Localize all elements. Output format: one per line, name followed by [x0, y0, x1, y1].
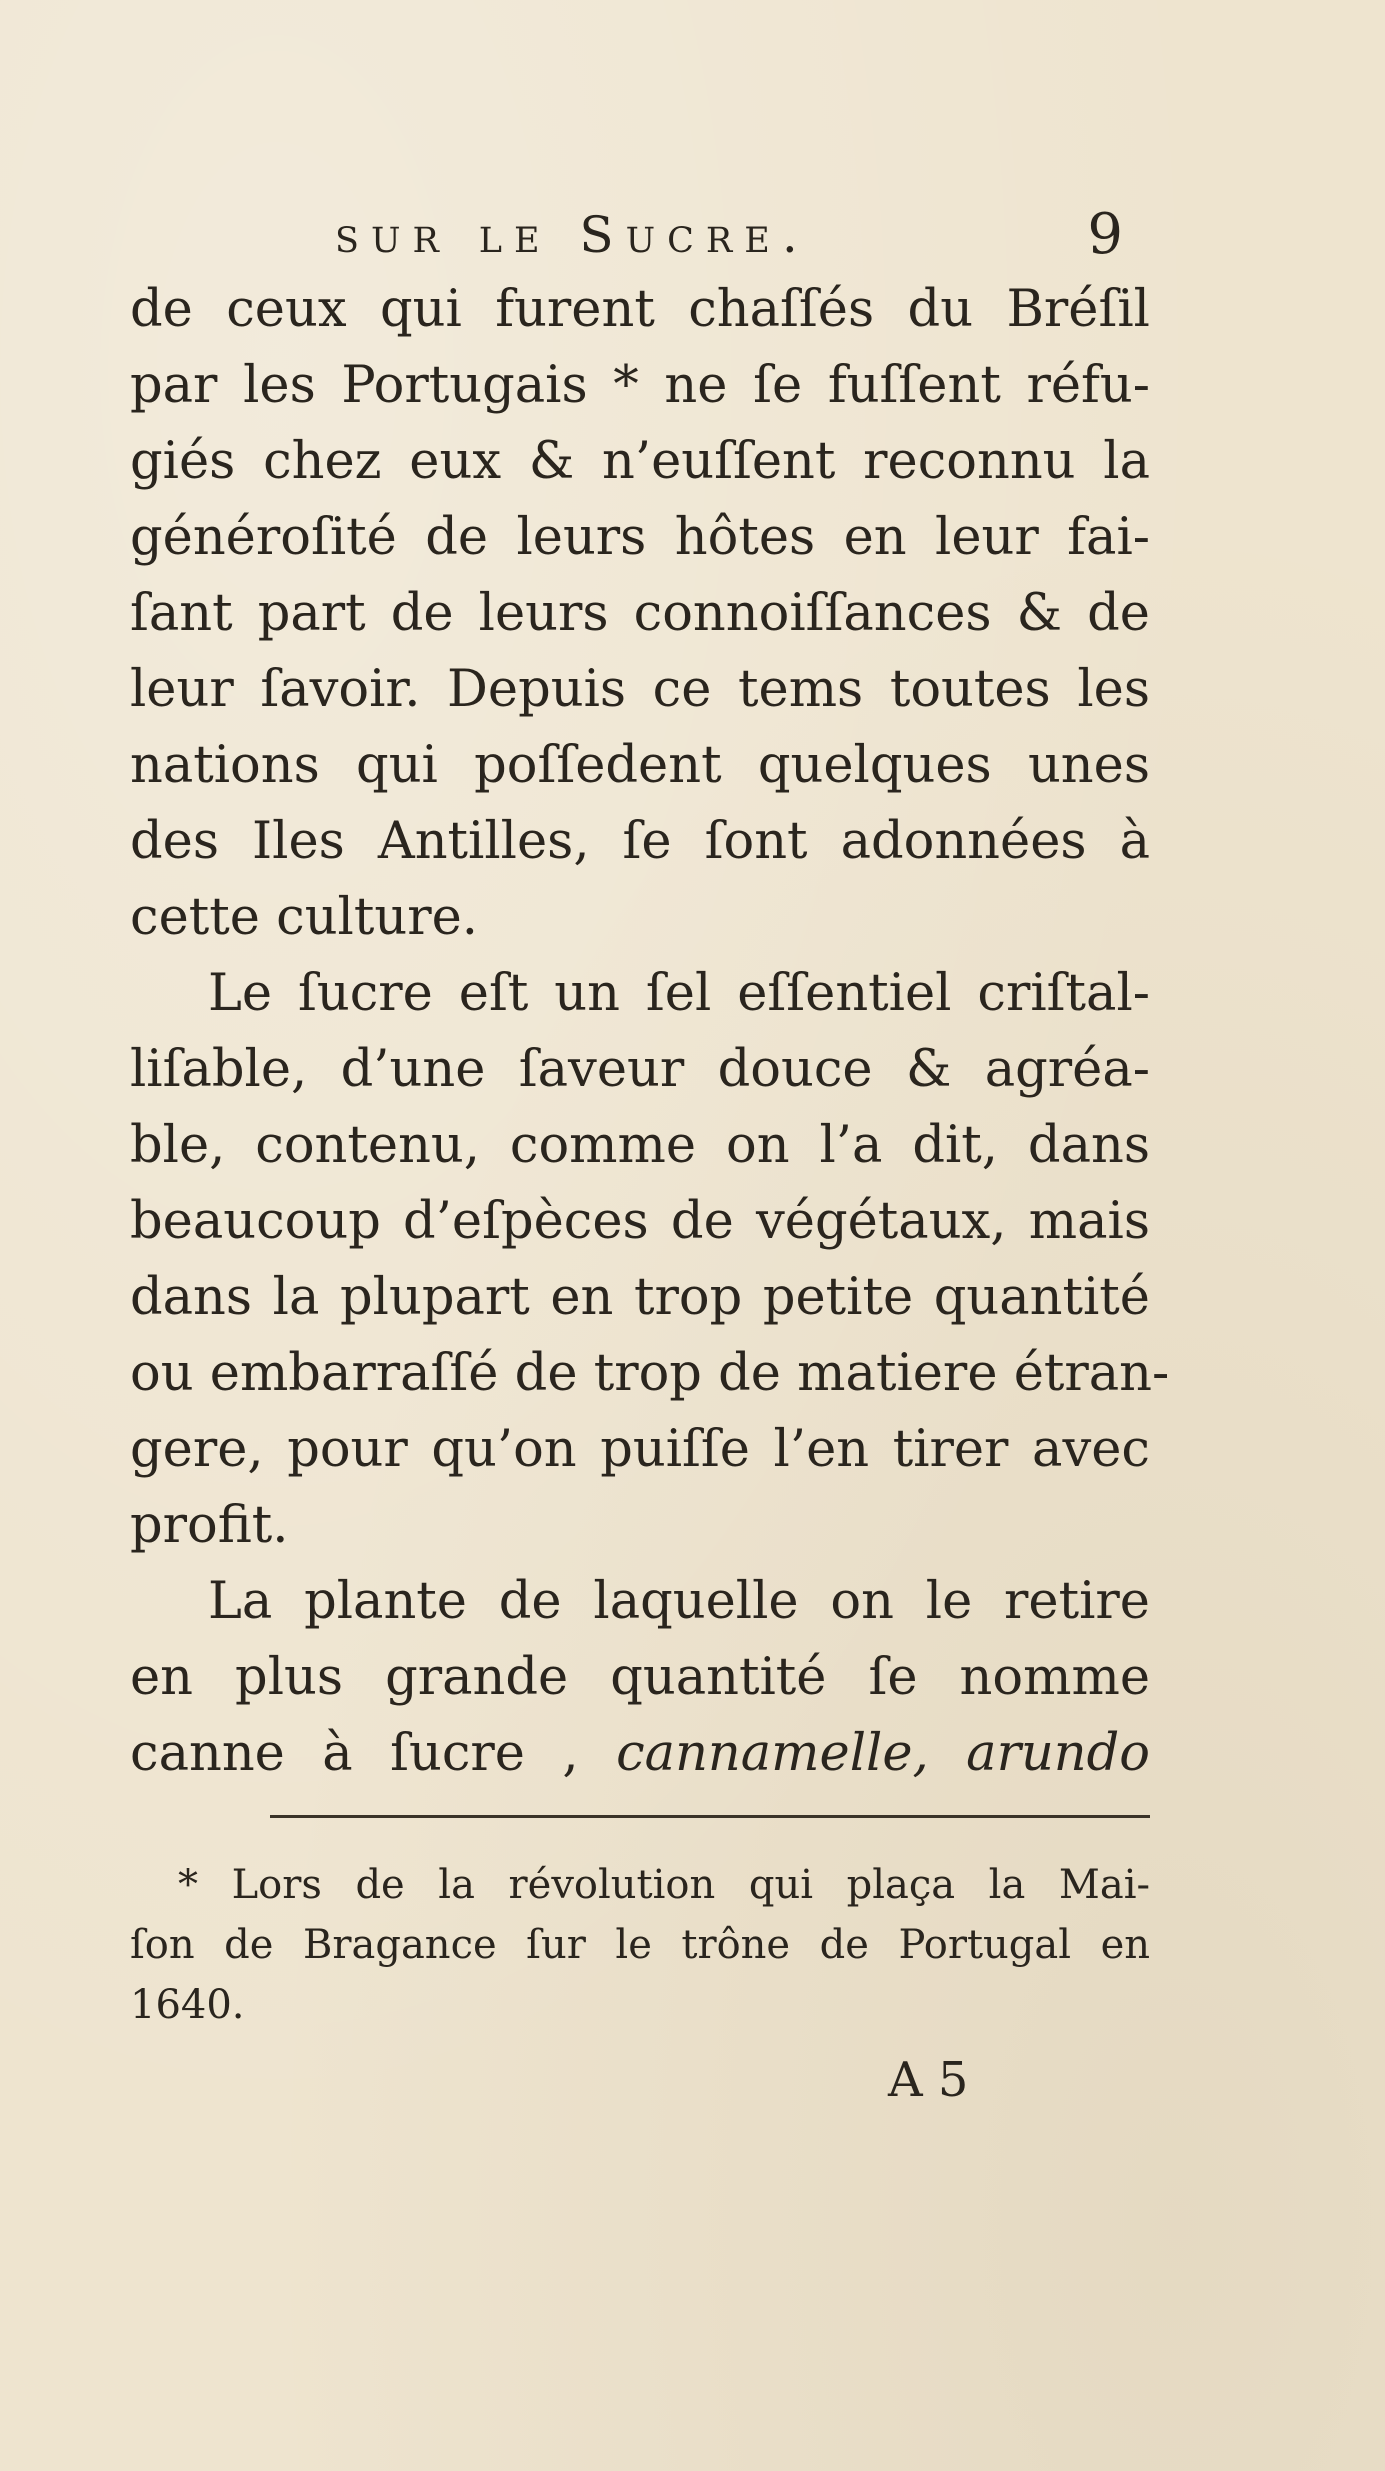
text-line: ble, contenu, comme on l’a dit, dans — [130, 1116, 1150, 1175]
paragraph-start-line: Le ſucre eſt un ſel eſſentiel criſtal- — [208, 964, 1150, 1023]
text-line: gere, pour qu’on puiſſe l’en tirer avec — [130, 1420, 1150, 1479]
text-line: giés chez eux & n’euſſent reconnu la — [130, 432, 1150, 491]
footnote-line: ſon de Bragance ſur le trône de Portugal en — [130, 1922, 1150, 1968]
page-number: 9 — [1087, 202, 1123, 267]
text-line-with-italic — [130, 1716, 1150, 1792]
footnote-line: 1640. — [130, 1982, 245, 2028]
footnote-line: * Lors de la révolution qui plaça la Mai- — [178, 1862, 1150, 1908]
paragraph-end-line: cette culture. — [130, 888, 478, 947]
text-line: ſant part de leurs connoiſſances & de — [130, 584, 1150, 643]
running-head — [335, 200, 1135, 270]
footnote — [130, 1855, 1150, 2035]
signature-mark: A 5 — [888, 2052, 969, 2108]
text-line: ou embarraſſé de trop de matiere étran- — [130, 1344, 1170, 1403]
paragraph-end-line: profit. — [130, 1496, 289, 1555]
footnote-rule — [270, 1815, 1150, 1818]
italic-terms: cannamelle, arundo — [616, 1724, 1150, 1783]
text-line: de ceux qui furent chaſſés du Bréſil — [130, 280, 1150, 339]
text-line: par les Portugais * ne ſe fuſſent réfu- — [130, 356, 1150, 415]
text-line: beaucoup d’eſpèces de végétaux, mais — [130, 1192, 1150, 1251]
text-line: des Iles Antilles, ſe ſont adonnées à — [130, 812, 1150, 871]
text-line: dans la plupart en trop petite quantité — [130, 1268, 1150, 1327]
running-title: sur le Sucre. — [335, 206, 810, 264]
paragraph-start-line: La plante de laquelle on le retire — [208, 1572, 1150, 1631]
body-text — [130, 272, 1170, 1792]
text-line: généroſité de leurs hôtes en leur fai- — [130, 508, 1150, 567]
text-line: liſable, d’une ſaveur douce & agréa- — [130, 1040, 1150, 1099]
text-line: en plus grande quantité ſe nomme — [130, 1648, 1150, 1707]
text-line: nations qui poſſedent quelques unes — [130, 736, 1150, 795]
roman-text: canne à ſucre , — [130, 1724, 617, 1783]
text-line: leur ſavoir. Depuis ce tems toutes les — [130, 660, 1150, 719]
